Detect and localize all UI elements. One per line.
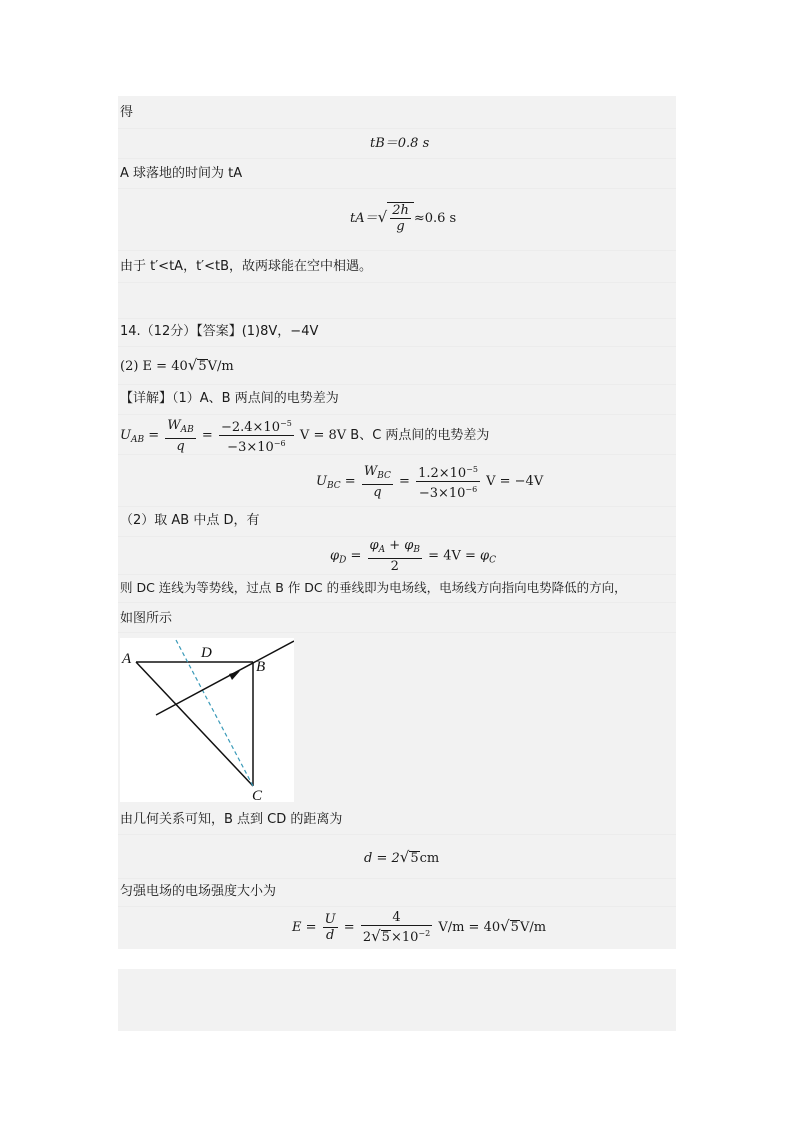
figure-container (120, 638, 294, 802)
eq-ans2: (2) E = 40√5V/m (120, 356, 234, 374)
text-a-intro: A 球落地的时间为 tA (120, 166, 243, 181)
row-conclusion (118, 250, 676, 283)
radical-icon: √ (377, 208, 388, 226)
text-detail1: 【详解】（1）A、B 两点间的电势差为 (120, 391, 339, 406)
radical-icon: √ (371, 927, 381, 945)
row-dc (118, 574, 676, 603)
radical-icon: √ (399, 848, 410, 866)
row-tb (118, 128, 676, 159)
field-diagram (120, 638, 294, 802)
edge-ac (136, 662, 253, 786)
text-conclusion: 由于 t′<tA，t′<tB，故两球能在空中相遇。 (120, 259, 373, 274)
row-phi (118, 536, 676, 575)
row-ubc (118, 454, 676, 507)
ta-den: g (396, 219, 405, 234)
row-q14 (118, 318, 676, 347)
text-as-shown: 如图所示 (120, 611, 173, 626)
text-e-intro: 匀强电场的电场强度大小为 (120, 884, 277, 899)
ta-rhs: ≈0.6 s (413, 211, 457, 226)
row-as-shown (118, 602, 676, 633)
label-b: B (256, 659, 266, 675)
content-panel (118, 96, 676, 949)
text-part2: （2）取 AB 中点 D，有 (120, 513, 260, 528)
row-a-intro (118, 158, 676, 189)
text-geo: 由几何关系可知，B 点到 CD 的距离为 (120, 812, 343, 827)
eq-ubc: $U_{BC}$ = $\frac{W_{BC}}{q}$ = $\frac{1.2\times 10^{-5}}{-3\times 10^{-6}}$ V = −4V (316, 463, 544, 501)
row-part2 (118, 506, 676, 537)
eq-uab: $U_{AB}$ = $\frac{W_{AB}}{q}$ = $\frac{-2.4\times 10^{-5}}{-3\times 10^{-6}}$ V = 8V B、C 两点间的电势差为 (120, 417, 490, 455)
row-e-eq (118, 906, 676, 949)
text-dc-line: 则 DC 连线为等势线，过点 B 作 DC 的垂线即为电场线，电场线方向指向电势降低的方向， (120, 580, 627, 595)
row-geo (118, 806, 676, 835)
field-line (156, 641, 294, 715)
row-uab (118, 414, 676, 455)
ta-lhs: tA＝ (350, 211, 378, 226)
eq-d: d = 2√5cm (364, 848, 440, 866)
row-blank (118, 282, 676, 319)
eq-e: E = $\frac{U}{d}$ = $\frac{4}{2√5\times 10^{-2}}$ V/m = 40√5V/m (292, 910, 547, 945)
label-d: D (201, 645, 212, 661)
eq-phi: $\varphi_D$ = $\frac{\varphi_A + \varphi_B}{2}$ = $4V = \varphi_C$ (330, 538, 497, 574)
text-de: 得 (120, 105, 134, 120)
text-q14: 14.（12分）【答案】(1)8V，−4V (120, 324, 319, 339)
eq-ta (350, 202, 456, 234)
row-detail1 (118, 384, 676, 415)
row-ans2 (118, 346, 676, 385)
row-de (118, 96, 676, 129)
eq-tb: tB＝0.8 s (370, 136, 430, 151)
empty-panel (118, 969, 676, 1031)
row-ta (118, 188, 676, 251)
radical-icon: √ (187, 356, 198, 374)
ta-num: 2h (392, 203, 409, 218)
label-a: A (122, 651, 132, 667)
row-d-eq (118, 834, 676, 879)
radical-icon: √ (500, 917, 510, 935)
row-e-intro (118, 878, 676, 907)
label-c: C (252, 788, 263, 802)
